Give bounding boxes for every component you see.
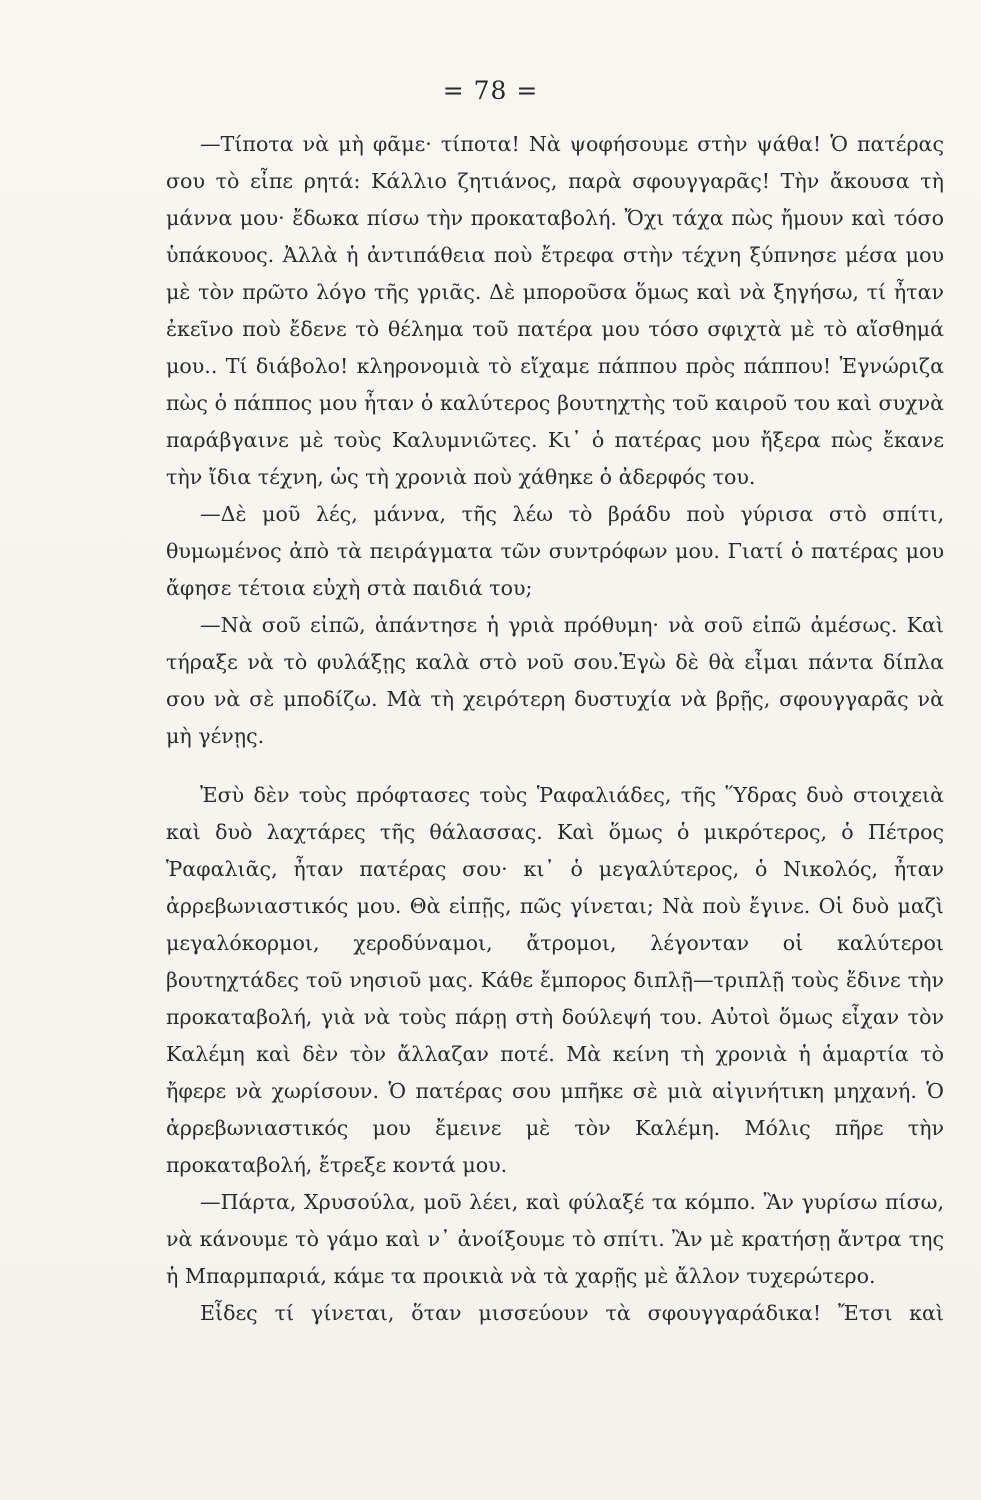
paragraph-1: —Τίποτα νὰ μὴ φᾶμε· τίποτα! Νὰ ψοφήσουμε στὴν ψάθα! Ὁ πατέρας σου τὸ εἶπε ρητά: Κάλλιο ζητιάνος, παρὰ σφουγγαρᾶς! Τὴν ἄκουσα τὴ μάννα μου· ἔδωκα πίσω τὴν προκαταβολή. Ὄχι τάχα πὼς ἤμουν καὶ τόσο ὑπάκουος. Ἀλλὰ ἡ ἀντιπάθεια ποὺ ἔτρεφα στὴν τέχνη ξύπνησε μέσα μου μὲ τὸν πρῶτο λόγο τῆς γριᾶς. Δὲ μποροῦσα ὅμως καὶ νὰ ξηγήσω, τί ἦταν ἐκεῖνο ποὺ ἔδενε τὸ θέλημα τοῦ πατέρα μου τόσο σφιχτὰ μὲ τὸ αἴσθημά μου.. Τί διάβολο! κληρονομιὰ τὸ εἴχαμε πάππου πρὸς πάππου! Ἐγνώριζα πὼς ὁ πάππος μου ἦταν ὁ καλύτερος βουτηχτὴς τοῦ καιροῦ του καὶ συχνὰ παράβγαινε μὲ τοὺς Καλυμνιῶτες. Κι᾿ ὁ πατέρας μου ἤξερα πὼς ἔκανε τὴν ἴδια τέχνη, ὡς τὴ χρονιὰ ποὺ χάθηκε ὁ ἀδερφός του. (166, 132, 944, 489)
paragraph-6: Εἶδες τί γίνεται, ὅταν μισσεύουν τὰ σφουγγαράδικα! Ἔτσι καὶ (200, 1301, 944, 1325)
paragraph-5: —Πάρτα, Χρυσούλα, μοῦ λέει, καὶ φύλαξέ τα κόμπο. Ἂν γυρίσω πίσω, νὰ κάνουμε τὸ γάμο καὶ ν᾿ ἀνοίξουμε τὸ σπίτι. Ἂν μὲ κρατήσῃ ἄντρα της ἡ Μπαρμπαριά, κάμε τα προικιὰ νὰ τὰ χαρῇς μὲ ἄλλον τυχερώτερο. (166, 1190, 944, 1288)
paragraph-3: —Νὰ σοῦ εἰπῶ, ἀπάντησε ἡ γριὰ πρόθυμη· νὰ σοῦ εἰπῶ ἀμέσως. Καὶ τήραξε νὰ τὸ φυλάξῃς καλὰ στὸ νοῦ σου.Ἐγὼ δὲ θὰ εἶμαι πάντα δίπλα σου νὰ σὲ μποδίζω. Μὰ τὴ χειρότερη δυστυχία νὰ βρῇς, σφουγγαρᾶς νὰ μὴ γένῃς. (166, 613, 944, 748)
paragraph-4: Ἐσὺ δὲν τοὺς πρόφτασες τοὺς Ῥαφαλιάδες, τῆς Ὕδρας δυὸ στοιχειὰ καὶ δυὸ λαχτάρες τῆς θάλασσας. Καὶ ὅμως ὁ μικρότερος, ὁ Πέτρος Ῥαφαλιᾶς, ἦταν πατέρας σου· κι᾿ ὁ μεγαλύτερος, ὁ Νικολός, ἦταν ἀρρεβωνιαστικός μου. Θὰ εἰπῇς, πῶς γίνεται; Νὰ ποὺ ἔγινε. Οἱ δυὸ μαζὶ μεγαλόκορμοι, χεροδύναμοι, ἄτρομοι, λέγονταν οἱ καλύτεροι βουτηχτάδες τοῦ νησιοῦ μας. Κάθε ἔμπορος διπλῇ—τριπλῇ τοὺς ἔδινε τὴν προκαταβολή, γιὰ νὰ τοὺς πάρῃ στὴ δούλεψή του. Αὐτοὶ ὅμως εἶχαν τὸν Καλέμη καὶ δὲν τὸν ἄλλαζαν ποτέ. Μὰ κείνη τὴ χρονιὰ ἡ ἁμαρτία τὸ ἤφερε νὰ χωρίσουν. Ὁ πατέρας σου μπῆκε σὲ μιὰ αἰγινήτικη μηχανή. Ὁ ἀρρεβωνιαστικός μου ἔμεινε μὲ τὸν Καλέμη. Μόλις πῆρε τὴν προκαταβολή, ἔτρεξε κοντά μου. (166, 783, 944, 1177)
body-text (166, 126, 944, 1332)
paragraph-2: —Δὲ μοῦ λές, μάννα, τῆς λέω τὸ βράδυ ποὺ γύρισα στὸ σπίτι, θυμωμένος ἀπὸ τὰ πειράγματα τῶν συντρόφων μου. Γιατί ὁ πατέρας μου ἄφησε τέτοια εὐχὴ στὰ παιδιά του; (166, 502, 944, 600)
page-number: = 78 = (442, 76, 539, 105)
